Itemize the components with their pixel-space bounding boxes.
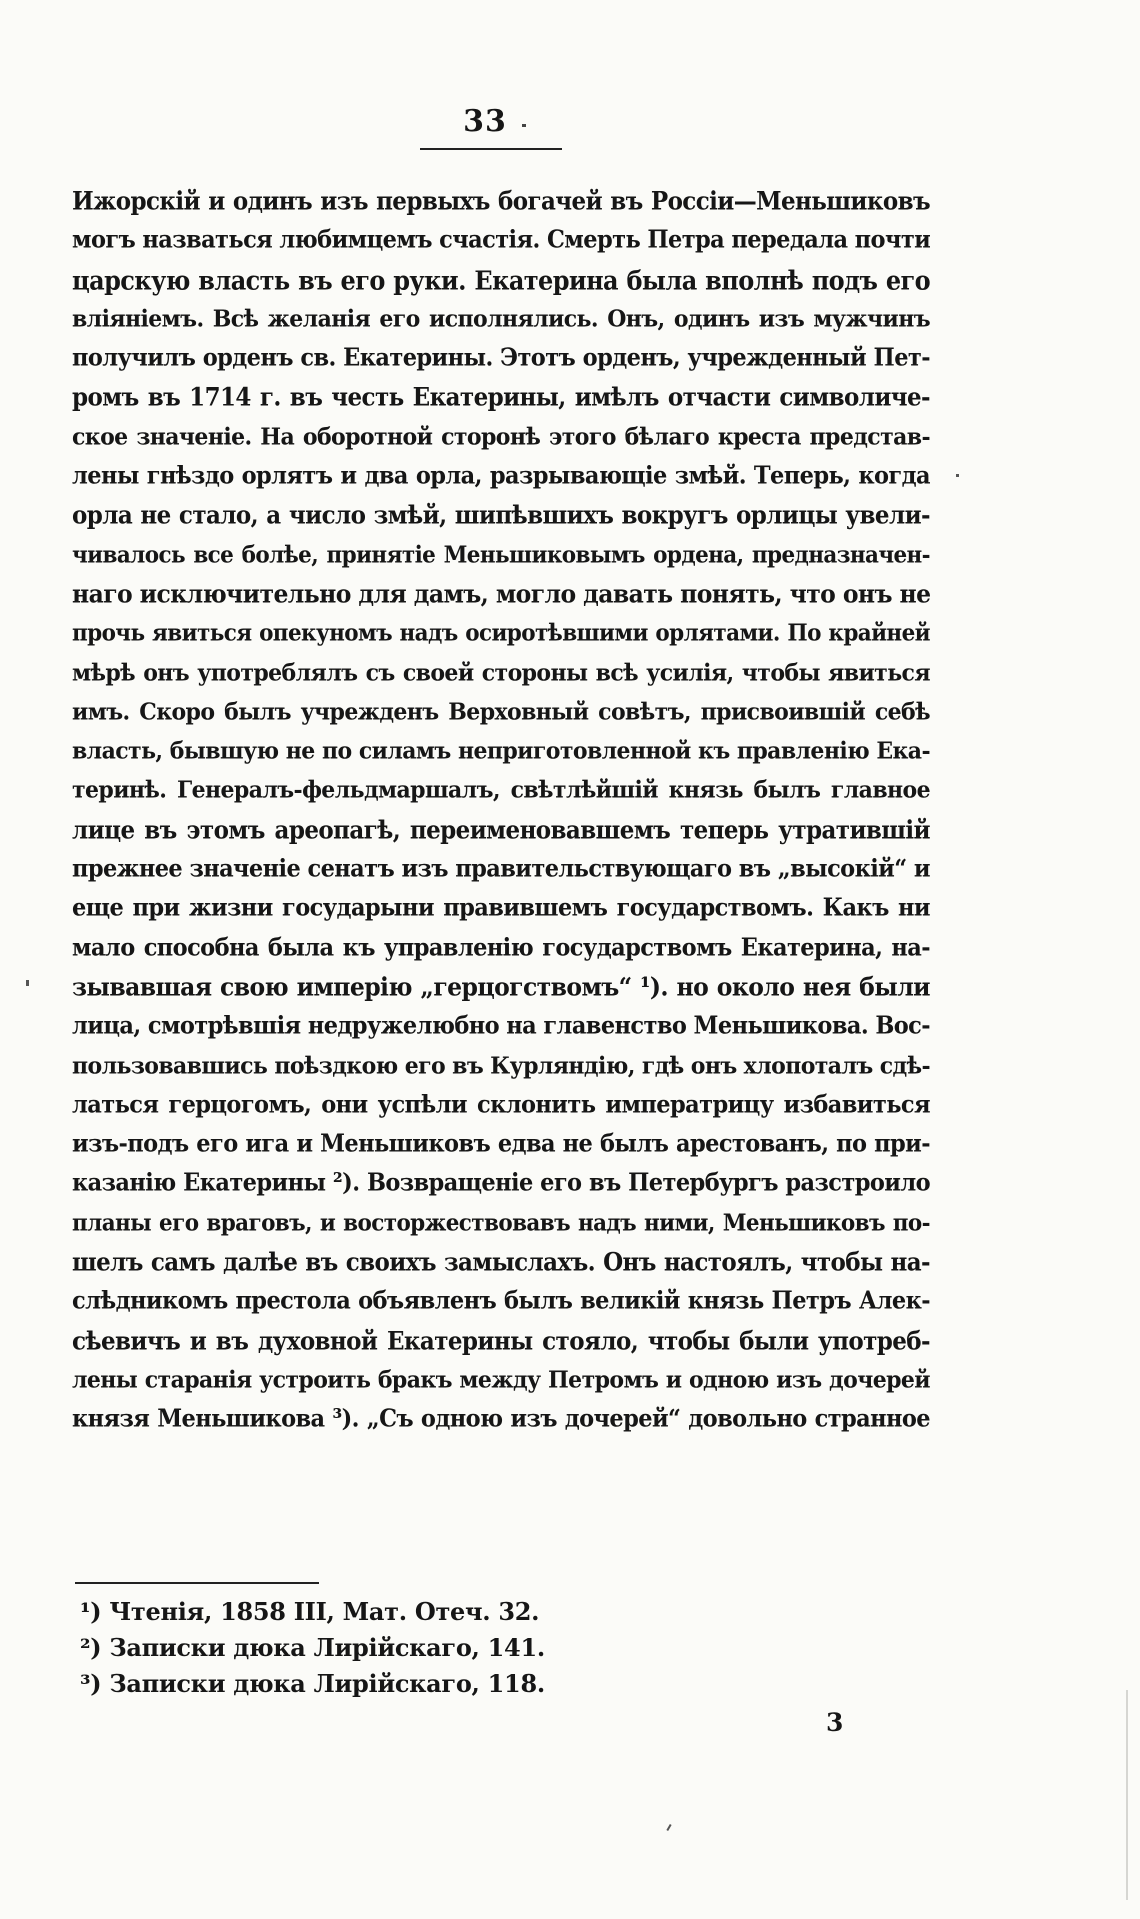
text-line: ское значеніе. На оборотной сторонѣ этого бѣлаго креста представ- (72, 422, 930, 451)
text-line: планы его враговъ, и восторжествовавъ надъ ними, Меньшиковъ по- (72, 1209, 930, 1237)
text-line: латься герцогомъ, они успѣли склонить императрицу избавиться (72, 1090, 930, 1119)
text-line: получилъ орденъ св. Екатерины. Этотъ орденъ, учрежденный Пет- (72, 344, 930, 373)
scan-edge-line (1126, 1690, 1128, 1900)
footnote-1: ¹) Чтенія, 1858 III, Мат. Отеч. 32. (80, 1597, 540, 1626)
text-line: могъ назваться любимцемъ счастія. Смерть Петра передала почти (72, 226, 930, 255)
margin-speck (956, 474, 959, 477)
text-line: зывавшая свою имперію „герцогствомъ“ ¹). но около нея были (72, 971, 930, 1003)
text-line: сѣевичъ и въ духовной Екатерины стояло, чтобы были употреб- (72, 1326, 930, 1356)
text-line: ромъ въ 1714 г. въ честь Екатерины, имѣлъ отчасти символиче- (72, 383, 930, 413)
text-line: власть, бывшую не по силамъ неприготовленной къ правленію Ека- (72, 737, 930, 766)
page-number-speck (522, 124, 526, 127)
text-line: Ижорскій и одинъ изъ первыхъ богачей въ Россіи—Меньшиковъ (72, 186, 930, 217)
page-number: 33 (463, 104, 507, 139)
footnote-separator (75, 1582, 319, 1584)
text-line: орла не стало, а число змѣй, шипѣвшихъ вокругъ орлицы увели- (72, 501, 930, 531)
text-line: мало способна была къ управленію государствомъ Екатерина, на- (72, 933, 930, 962)
text-line: теринѣ. Генералъ-фельдмаршалъ, свѣтлѣйшій князь былъ главное (72, 776, 930, 805)
text-line: наго исключительно для дамъ, могло давать понять, что онъ не (72, 578, 930, 610)
text-line: князя Меньшикова ³). „Съ одною изъ дочерей“ довольно странное (72, 1405, 930, 1434)
text-line: вліяніемъ. Всѣ желанія его исполнялись. Онъ, одинъ изъ мужчинъ (72, 304, 930, 333)
text-line: прежнее значеніе сенатъ изъ правительствующаго въ „высокій“ и (72, 854, 930, 884)
footnote-2: ²) Записки дюка Лирійскаго, 141. (80, 1633, 545, 1662)
text-line: слѣдникомъ престола объявленъ былъ великій князь Петръ Алек- (72, 1287, 930, 1316)
text-line: лены гнѣздо орлятъ и два орла, разрывающіе змѣй. Теперь, когда (72, 461, 930, 491)
margin-speck (26, 980, 29, 986)
text-line: мѣрѣ онъ употреблялъ съ своей стороны всѣ усилія, чтобы явиться (72, 658, 930, 687)
footnote-3: ³) Записки дюка Лирійскаго, 118. (80, 1669, 545, 1698)
text-line: чивалось все болѣе, принятіе Меньшиковымъ ордена, предназначен- (72, 541, 930, 569)
text-line: еще при жизни государыни правившемъ государствомъ. Какъ ни (72, 894, 930, 923)
text-line: лица, смотрѣвшія недружелюбно на главенство Меньшикова. Вос- (72, 1012, 930, 1041)
text-line: казанію Екатерины ²). Возвращеніе его въ Петербургъ разстроило (72, 1169, 930, 1198)
text-line: царскую власть въ его руки. Екатерина была вполнѣ подъ его (72, 264, 930, 296)
text-line: лице въ этомъ ареопагѣ, переименовавшемъ теперь утратившій (72, 815, 930, 845)
text-line: прочь явиться опекуномъ надъ осиротѣвшими орлятами. По крайней (72, 620, 930, 648)
text-line: изъ-подъ его ига и Меньшиковъ едва не былъ арестованъ, по при- (72, 1130, 930, 1159)
text-line: лены старанія устроить бракъ между Петромъ и одною изъ дочерей (72, 1365, 930, 1394)
margin-speck (666, 1824, 671, 1831)
printer-signature-mark: 3 (826, 1708, 844, 1737)
footnotes (80, 1594, 780, 1702)
body-text (72, 182, 930, 1440)
text-line: шелъ самъ далѣе въ своихъ замыслахъ. Онъ настоялъ, чтобы на- (72, 1247, 930, 1278)
page-number-rule (420, 148, 562, 150)
text-line: пользовавшись поѣздкою его въ Курляндію, гдѣ онъ хлопоталъ сдѣ- (72, 1051, 930, 1080)
text-line: имъ. Скоро былъ учрежденъ Верховный совѣтъ, присвоившій себѣ (72, 697, 930, 726)
